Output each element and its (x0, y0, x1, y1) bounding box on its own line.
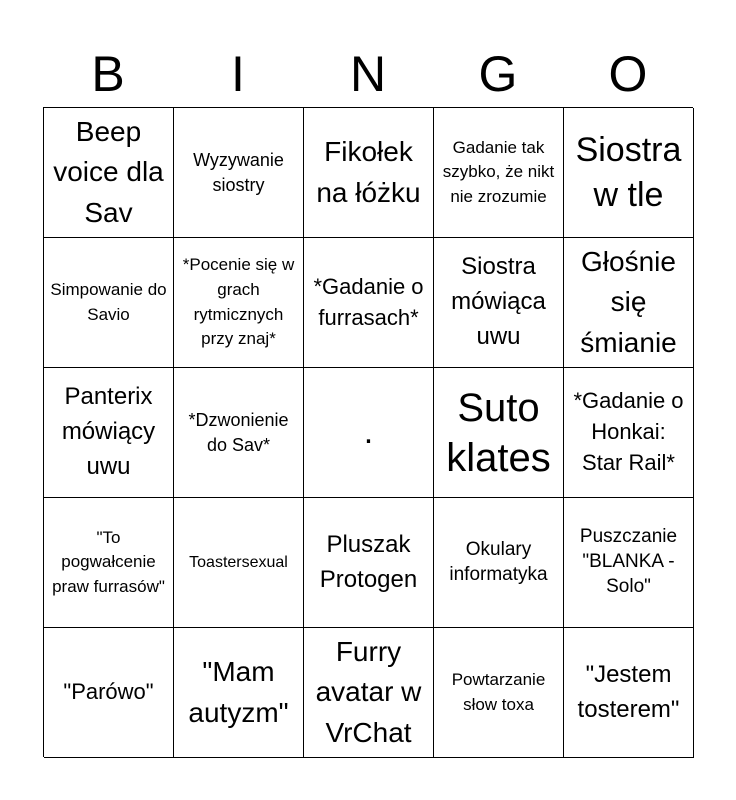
bingo-cell-r4-c3[interactable] (304, 498, 434, 628)
bingo-cell-r1-c5[interactable] (564, 108, 694, 238)
cell-text: Furry avatar w VrChat (315, 635, 422, 748)
bingo-cell-r2-c2[interactable] (174, 238, 304, 368)
bingo-cell-r2-c5[interactable] (564, 238, 694, 368)
cell-text: Siostra w tle (575, 131, 682, 214)
bingo-cell-r2-c3[interactable] (304, 238, 434, 368)
cell-text: Siostra mówiąca uwu (451, 253, 546, 350)
header-letter-i: I (231, 46, 245, 102)
cell-text: "Jestem tosterem" (577, 660, 680, 723)
bingo-cell-r2-c1[interactable] (44, 238, 174, 368)
cell-text: Pluszak Protogen (319, 530, 418, 593)
cell-text: "Mam autyzm" (188, 655, 289, 728)
cell-text: *Pocenie się w grach rytmicznych przy znaj* (182, 255, 295, 349)
header-letter-g: G (478, 46, 518, 102)
bingo-cell-r2-c4[interactable] (434, 238, 564, 368)
cell-text: Głośnie się śmianie (580, 245, 677, 358)
bingo-cell-r3-c5[interactable] (564, 368, 694, 498)
cell-text: "Parówo" (63, 679, 154, 705)
header-letter-b: B (91, 46, 125, 102)
cell-text: Suto klates (446, 385, 551, 480)
bingo-header (43, 40, 693, 108)
cell-text: Beep voice dla Sav (53, 115, 164, 228)
bingo-cell-r5-c4[interactable] (434, 628, 564, 758)
cell-text: Okulary informatyka (449, 538, 548, 585)
bingo-cell-r5-c2[interactable] (174, 628, 304, 758)
bingo-cell-r4-c4[interactable] (434, 498, 564, 628)
cell-text: Fikołek na łóżku (316, 135, 421, 208)
bingo-cell-r4-c2[interactable] (174, 498, 304, 628)
bingo-cell-r4-c5[interactable] (564, 498, 694, 628)
header-letter-n: N (349, 46, 387, 102)
bingo-cell-r1-c2[interactable] (174, 108, 304, 238)
bingo-cell-r4-c1[interactable] (44, 498, 174, 628)
cell-text: *Gadanie o Honkai: Star Rail* (573, 388, 684, 475)
cell-text: Toastersexual (189, 553, 288, 571)
bingo-cell-r5-c5[interactable] (564, 628, 694, 758)
cell-text: Panterix mówiący uwu (61, 383, 156, 480)
bingo-cell-r5-c3[interactable] (304, 628, 434, 758)
bingo-cell-r1-c3[interactable] (304, 108, 434, 238)
bingo-cell-r3-c4[interactable] (434, 368, 564, 498)
cell-text: Powtarzanie słow toxa (451, 669, 546, 714)
cell-text: Gadanie tak szybko, że nikt nie zrozumie (442, 137, 555, 206)
cell-text: Puszczanie "BLANKA - Solo" (579, 526, 678, 597)
cell-text: "To pogwałcenie praw furrasów" (52, 527, 165, 596)
bingo-cell-r3-c2[interactable] (174, 368, 304, 498)
cell-text: . (363, 413, 374, 452)
cell-text: *Gadanie o furrasach* (313, 273, 424, 330)
cell-text: Simpowanie do Savio (50, 279, 167, 324)
cell-text: *Dzwonienie do Sav* (188, 410, 289, 455)
cell-text: Wyzywanie siostry (193, 150, 284, 195)
bingo-cell-r5-c1[interactable] (44, 628, 174, 758)
header-letter-o: O (608, 46, 648, 102)
bingo-cell-r1-c4[interactable] (434, 108, 564, 238)
bingo-cell-r3-c1[interactable] (44, 368, 174, 498)
bingo-board (43, 107, 693, 757)
bingo-cell-r3-c3[interactable] (304, 368, 434, 498)
bingo-cell-r1-c1[interactable] (44, 108, 174, 238)
